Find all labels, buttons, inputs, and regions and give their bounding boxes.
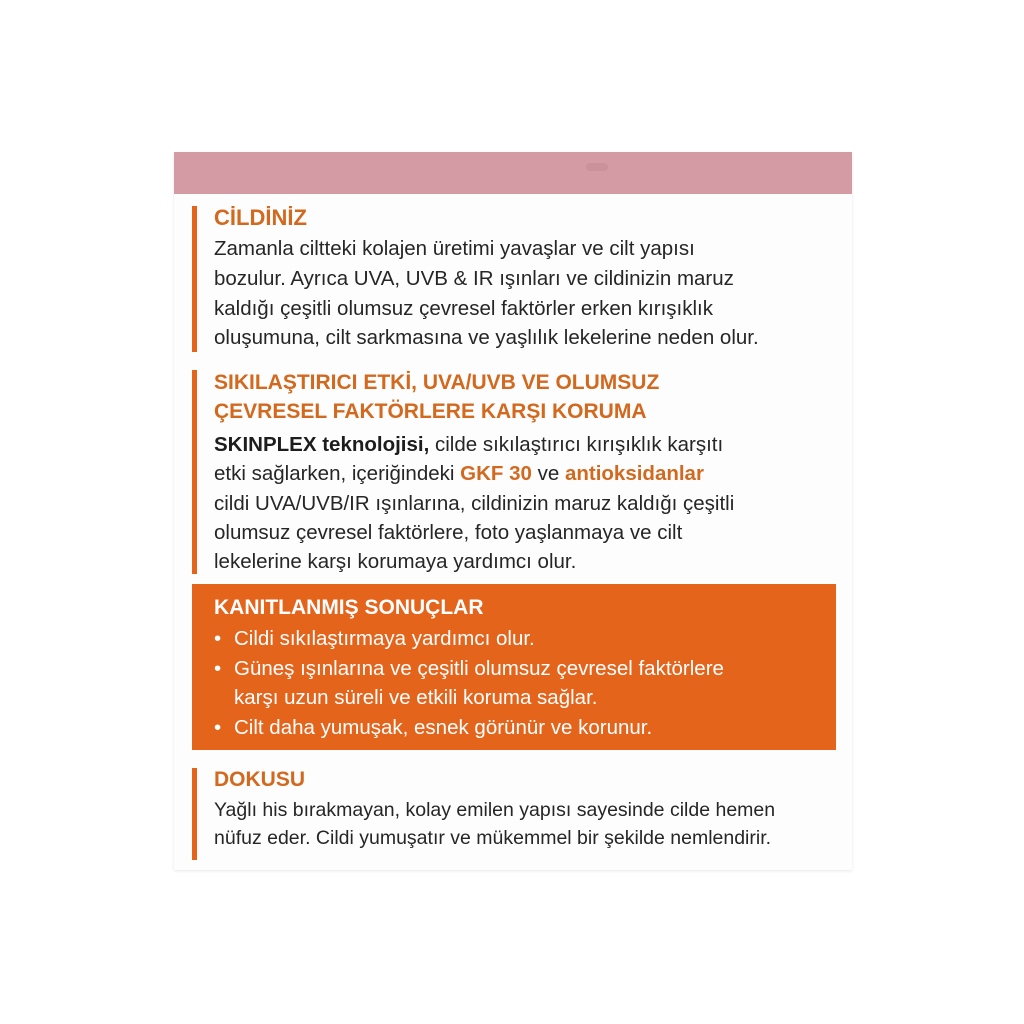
bullet-icon: •: [214, 627, 222, 650]
body-text-span: ve: [531, 462, 565, 486]
section-sonuclar: [192, 584, 836, 750]
product-box-side: [174, 152, 852, 870]
body-line: [214, 430, 734, 459]
section-cildiniz: [192, 204, 842, 354]
gkf-label: GKF 30: [460, 462, 532, 486]
section-heading-line2: ÇEVRESEL FAKTÖRLERE KARŞI KORUMA: [214, 400, 647, 423]
list-item-text: Cilt daha yumuşak, esnek görünür ve korunur.: [234, 715, 653, 739]
accent-bar: [192, 768, 197, 860]
section-heading: CİLDİNİZ: [214, 205, 307, 230]
lid-emboss-mark: [586, 163, 608, 171]
body-line: Yağlı his bırakmayan, kolay emilen yapısı sayesinde cilde hemen: [214, 799, 776, 821]
antioxidant-label: antioksidanlar: [564, 462, 704, 486]
body-text-span: cilde sıkılaştırıcı kırışıklık karşıtı: [429, 433, 724, 456]
bullet-icon: •: [214, 656, 222, 680]
section-body: [214, 234, 759, 353]
box-lid: [174, 152, 852, 194]
list-item: [214, 654, 724, 713]
bullet-icon: •: [214, 715, 222, 739]
list-item-text: Güneş ışınlarına ve çeşitli olumsuz çevresel faktörlere: [234, 656, 724, 680]
section-heading-line1: SIKILAŞTIRICI ETKİ, UVA/UVB VE OLUMSUZ: [214, 371, 660, 394]
section-body: [214, 430, 734, 576]
skinplex-label: SKINPLEX teknolojisi,: [214, 433, 430, 456]
body-line: olumsuz çevresel faktörlere, foto yaşlanmaya ve cilt: [214, 520, 683, 544]
body-line: lekelerine karşı korumaya yardımcı olur.: [214, 550, 577, 574]
section-heading: KANITLANMIŞ SONUÇLAR: [214, 596, 484, 619]
body-line: kaldığı çeşitli olumsuz çevresel faktörler erken kırışıklık: [214, 296, 713, 320]
body-line: [214, 459, 734, 488]
body-text-span: etki sağlarken, içeriğindeki: [214, 462, 461, 486]
body-line: oluşumuna, cilt sarkmasına ve yaşlılık lekelerine neden olur.: [214, 326, 759, 350]
list-item-text: Cildi sıkılaştırmaya yardımcı olur.: [234, 627, 535, 650]
section-heading: DOKUSU: [214, 768, 306, 791]
body-line: bozulur. Ayrıca UVA, UVB & IR ışınları ve cildinizin maruz: [214, 266, 734, 290]
body-line: cildi UVA/UVB/IR ışınlarına, cildinizin maruz kaldığı çeşitli: [214, 491, 735, 515]
section-body: [214, 796, 775, 852]
body-line: nüfuz eder. Cildi yumuşatır ve mükemmel bir şekilde nemlendirir.: [214, 827, 772, 849]
accent-bar: [192, 206, 197, 352]
section-koruma: [192, 368, 842, 574]
body-line: Zamanla ciltteki kolajen üretimi yavaşlar ve cilt yapısı: [214, 237, 695, 260]
list-item: [214, 624, 724, 654]
list-item-text: karşı uzun süreli ve etkili koruma sağlar.: [234, 686, 598, 709]
results-list: [214, 624, 724, 742]
accent-bar: [192, 370, 197, 574]
section-dokusu: [192, 766, 842, 864]
list-item: [214, 713, 724, 743]
